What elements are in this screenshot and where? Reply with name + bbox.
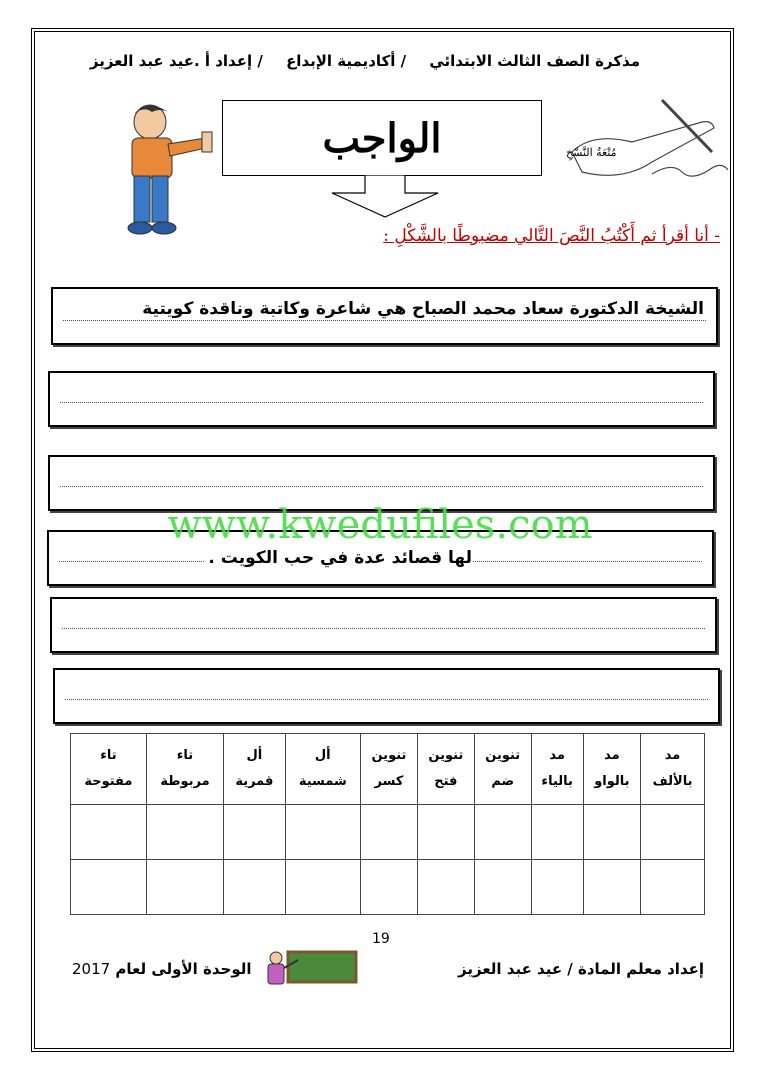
- write-box-5[interactable]: [50, 597, 717, 653]
- watermark: www.kwedufiles.com: [167, 502, 593, 548]
- boy-illustration: [108, 100, 218, 240]
- table-header-cell: مد بالألف: [641, 734, 705, 805]
- hand-caption: مُتْعَةُ النَّسْخِ: [566, 146, 617, 159]
- page-number: 19: [372, 931, 390, 947]
- table-header-cell: تنوين ضم: [474, 734, 531, 805]
- table-header-cell: مد بالواو: [583, 734, 640, 805]
- table-row: [71, 860, 705, 915]
- write-box-1[interactable]: [51, 287, 718, 345]
- box-text: الشيخة الدكتورة سعاد محمد الصباح هي شاعرة وكاتبة وناقدة كويتية: [138, 299, 704, 319]
- table-cell[interactable]: [474, 860, 531, 915]
- box-text: لها قصائد عدة في حب الكويت .: [204, 548, 472, 568]
- table-cell[interactable]: [583, 860, 640, 915]
- table-cell[interactable]: [641, 860, 705, 915]
- table-cell[interactable]: [417, 860, 474, 915]
- title-box: [222, 100, 542, 176]
- title-text: الواجب: [322, 114, 442, 162]
- table-cell[interactable]: [224, 805, 285, 860]
- table-cell[interactable]: [146, 805, 223, 860]
- table-cell[interactable]: [641, 805, 705, 860]
- table-cell[interactable]: [531, 860, 583, 915]
- table-header-cell: تاء مربوطة: [146, 734, 223, 805]
- table-cell[interactable]: [361, 860, 418, 915]
- letters-table: [70, 733, 705, 915]
- dotted-line: [65, 699, 708, 700]
- down-arrow-icon: [330, 175, 440, 219]
- instruction-text: - أنا أقرأ ثم أَكْتُبُ النَّصَ التَّالي مضبوطًا بالشَّكْلِ :: [383, 226, 720, 246]
- teacher-illustration: [258, 950, 358, 986]
- dotted-line: [62, 628, 705, 629]
- table-cell[interactable]: [71, 805, 147, 860]
- table-cell[interactable]: [531, 805, 583, 860]
- footer-year: 2017: [72, 960, 111, 978]
- header-line: [60, 52, 640, 74]
- table-row: [71, 805, 705, 860]
- footer-unit-text: الوحدة الأولى لعام: [115, 960, 252, 978]
- table-header-cell: تنوين فتح: [417, 734, 474, 805]
- footer-author: إعداد معلم المادة / عيد عبد العزيز: [458, 960, 704, 978]
- footer-unit: [72, 960, 252, 978]
- dotted-line: [60, 402, 703, 403]
- dotted-line: [60, 486, 703, 487]
- table-cell[interactable]: [474, 805, 531, 860]
- table-header-cell: أل شمسية: [285, 734, 360, 805]
- write-box-2[interactable]: [48, 371, 715, 427]
- table-cell[interactable]: [285, 860, 360, 915]
- dotted-line: [63, 320, 706, 321]
- write-box-6[interactable]: [53, 668, 720, 724]
- table-cell[interactable]: [583, 805, 640, 860]
- header-academy: / أكاديمية الإبداع: [286, 52, 407, 70]
- table-header-cell: أل قمرية: [224, 734, 285, 805]
- table-header-row: [71, 734, 705, 805]
- header-memo: مذكرة الصف الثالث الابتدائي: [429, 52, 640, 70]
- table-header-cell: تنوين كسر: [361, 734, 418, 805]
- table-header-cell: مد بالياء: [531, 734, 583, 805]
- table-cell[interactable]: [417, 805, 474, 860]
- table-cell[interactable]: [146, 860, 223, 915]
- writing-hand-illustration: [552, 92, 732, 192]
- table-cell[interactable]: [285, 805, 360, 860]
- table-cell[interactable]: [224, 860, 285, 915]
- table-header-cell: تاء مفتوحة: [71, 734, 147, 805]
- header-author: / إعداد أ .عيد عبد العزيز: [89, 52, 263, 70]
- table-cell[interactable]: [361, 805, 418, 860]
- table-cell[interactable]: [71, 860, 147, 915]
